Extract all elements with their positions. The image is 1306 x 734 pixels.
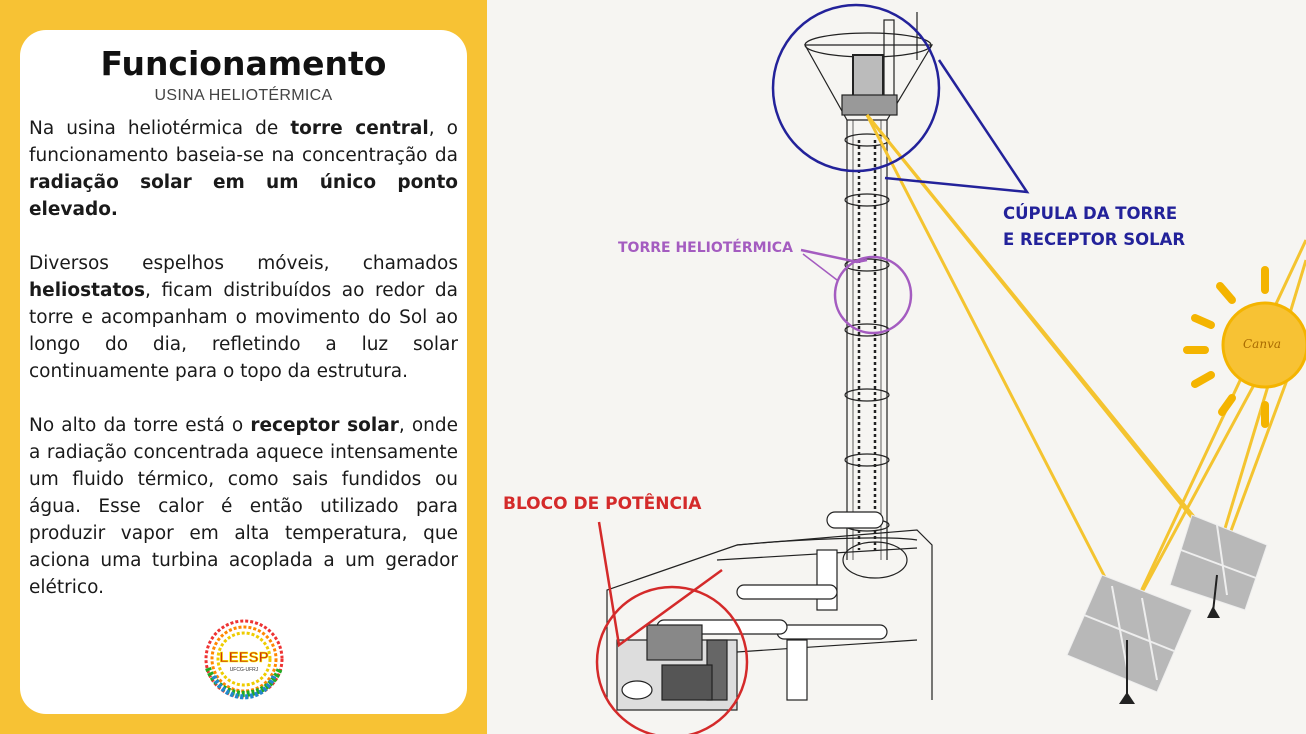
text-run: Diversos espelhos móveis, chamados <box>29 253 458 274</box>
heliostat-2 <box>1170 515 1267 618</box>
tower-callout <box>801 250 911 333</box>
tower <box>805 12 932 578</box>
paragraph-2 <box>29 250 458 385</box>
dome-label-line1: CÚPULA DA TORRE <box>1003 204 1178 223</box>
bold-run: receptor solar <box>250 415 399 436</box>
bold-run: torre central <box>290 118 429 139</box>
bold-run: heliostatos <box>29 280 146 301</box>
paragraph-3 <box>29 412 458 601</box>
bold-run: radiação solar em um único ponto elevado. <box>29 172 458 220</box>
text-run: , onde a radiação concentrada aquece intensamente um fluido térmico, como sais fundidos ou água. Esse calor é então utilizado para produzir vapor em alta temperatura, que aciona uma turbina acoplada a um gerador elétrico. <box>29 415 458 598</box>
sun-text: Canva <box>1243 337 1281 351</box>
dome-label-line2: E RECEPTOR SOLAR <box>1003 230 1186 249</box>
power-block-label: BLOCO DE POTÊNCIA <box>503 494 702 514</box>
text-run: , ficam distribuídos ao redor da torre e acompanham o movimento do Sol ao longo do dia, refletindo a luz solar continuamente para o topo da estrutura. <box>29 280 458 382</box>
power-block <box>617 625 737 710</box>
heliostat-1 <box>1067 575 1192 704</box>
logo-text: LEESP <box>219 649 269 666</box>
page-subtitle: USINA HELIOTÉRMICA <box>154 87 333 104</box>
left-panel <box>0 0 487 734</box>
paragraph-1 <box>29 115 458 223</box>
tower-diagram <box>487 0 1306 734</box>
diagram-panel <box>487 0 1306 734</box>
logo-subtext: UFCG-UFRJ <box>229 667 259 673</box>
leesp-logo <box>200 618 288 700</box>
text-run: No alto da torre está o <box>29 415 251 436</box>
text-run: Na usina heliotérmica de <box>29 118 291 139</box>
text-run: , o funcionamento baseia-se na concentração da <box>29 118 459 166</box>
info-card <box>20 30 467 714</box>
tower-label: TORRE HELIOTÉRMICA <box>618 240 793 256</box>
page-title: Funcionamento <box>100 44 387 83</box>
